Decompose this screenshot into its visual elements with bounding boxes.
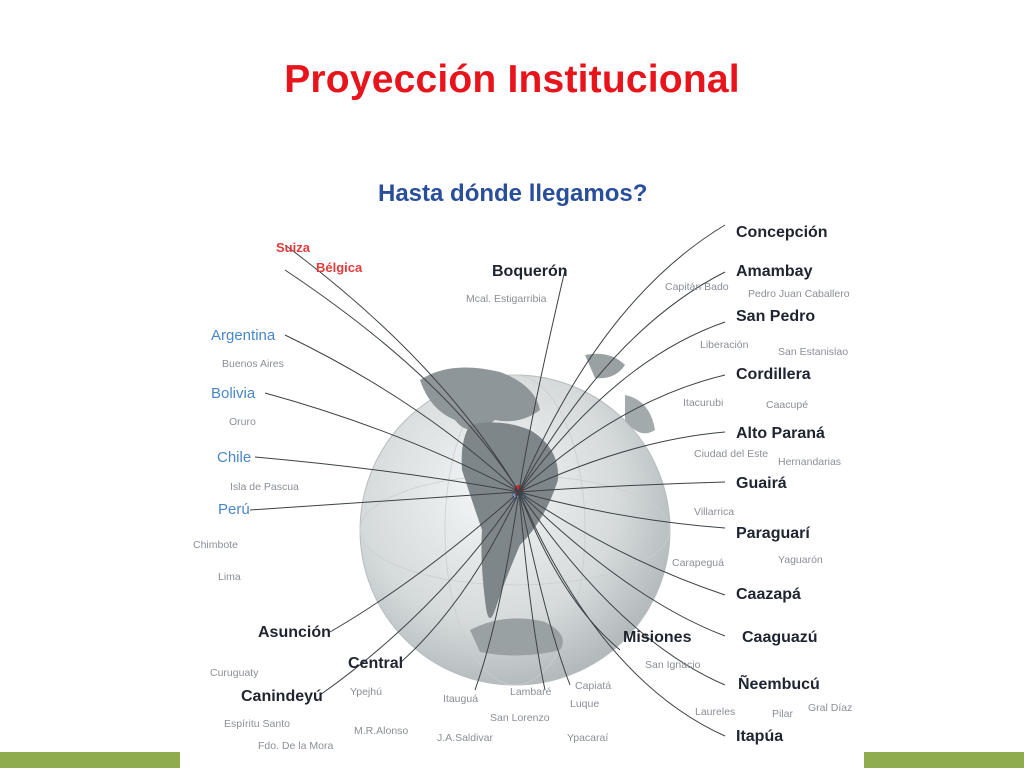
label-concepcion: Concepción bbox=[736, 224, 828, 241]
label-suiza: Suiza bbox=[276, 240, 310, 255]
label-pedro-juan-caballero: Pedro Juan Caballero bbox=[748, 288, 850, 300]
label-laureles: Laureles bbox=[695, 706, 736, 718]
label-liberacion: Liberación bbox=[700, 339, 749, 351]
label-ypejhu: Ypejhú bbox=[350, 686, 382, 698]
footer-bar-right bbox=[864, 752, 1024, 768]
label-pilar: Pilar bbox=[772, 708, 794, 720]
slide-title: Proyección Institucional bbox=[284, 58, 740, 101]
label-carapegua: Carapeguá bbox=[672, 557, 724, 569]
label-asuncion: Asunción bbox=[258, 624, 331, 641]
label-mcal-estigarribia: Mcal. Estigarribia bbox=[466, 293, 547, 305]
label-san-pedro: San Pedro bbox=[736, 308, 816, 325]
label-peru: Perú bbox=[218, 501, 250, 518]
label-oruro: Oruro bbox=[229, 416, 256, 428]
label-curuguaty: Curuguaty bbox=[210, 667, 259, 679]
label-argentina: Argentina bbox=[211, 327, 276, 344]
label-capitan-bado: Capitán Bado bbox=[665, 281, 729, 293]
label-fdo-de-la-mora: Fdo. De la Mora bbox=[258, 740, 334, 752]
label-buenos-aires: Buenos Aires bbox=[222, 358, 284, 370]
label-san-estanislao: San Estanislao bbox=[778, 346, 849, 358]
label-yaguaron: Yaguarón bbox=[778, 554, 823, 566]
label-belgica: Bélgica bbox=[316, 260, 363, 275]
label-san-ignacio: San Ignacio bbox=[645, 659, 701, 671]
label-itapua: Itapúa bbox=[736, 728, 784, 745]
label-san-lorenzo: San Lorenzo bbox=[490, 712, 550, 724]
label-central: Central bbox=[348, 655, 404, 672]
label-amambay: Amambay bbox=[736, 263, 813, 280]
label-gral-diaz: Gral Díaz bbox=[808, 702, 853, 714]
label-luque: Luque bbox=[570, 698, 600, 710]
label-neembucu: Ñeembucú bbox=[738, 676, 820, 693]
label-caacupe: Caacupé bbox=[766, 399, 809, 411]
label-lima: Lima bbox=[218, 571, 241, 583]
label-caazapa: Caazapá bbox=[736, 586, 801, 603]
label-j-a-saldivar: J.A.Saldivar bbox=[437, 732, 494, 744]
label-isla-de-pascua: Isla de Pascua bbox=[230, 481, 299, 493]
label-ypacarai: Ypacaraí bbox=[567, 732, 609, 744]
label-guaira: Guairá bbox=[736, 475, 787, 492]
label-misiones: Misiones bbox=[623, 629, 692, 646]
label-caaguazu: Caaguazú bbox=[742, 629, 818, 646]
footer-bar-left bbox=[0, 752, 180, 768]
label-chile: Chile bbox=[217, 449, 252, 466]
label-espiritu-santo: Espíritu Santo bbox=[224, 718, 290, 730]
label-ciudad-del-este: Ciudad del Este bbox=[694, 448, 769, 460]
label-canindeyu: Canindeyú bbox=[241, 688, 323, 705]
label-lambare: Lambaré bbox=[510, 686, 552, 698]
label-hernandarias: Hernandarias bbox=[778, 456, 842, 468]
label-boqueron: Boquerón bbox=[492, 263, 568, 280]
label-capiata: Capiatá bbox=[575, 680, 612, 692]
label-alto-parana: Alto Paraná bbox=[736, 425, 825, 442]
label-paraguari: Paraguarí bbox=[736, 525, 810, 542]
label-itagua: Itauguá bbox=[443, 693, 479, 705]
label-bolivia: Bolivia bbox=[211, 385, 256, 402]
label-itacurubi: Itacurubi bbox=[683, 397, 724, 409]
label-m-r-alonso: M.R.Alonso bbox=[354, 725, 409, 737]
label-cordillera: Cordillera bbox=[736, 366, 811, 383]
diagram-subtitle: Hasta dónde llegamos? bbox=[378, 180, 648, 207]
label-villarrica: Villarrica bbox=[694, 506, 735, 518]
label-chimbote: Chimbote bbox=[193, 539, 238, 551]
